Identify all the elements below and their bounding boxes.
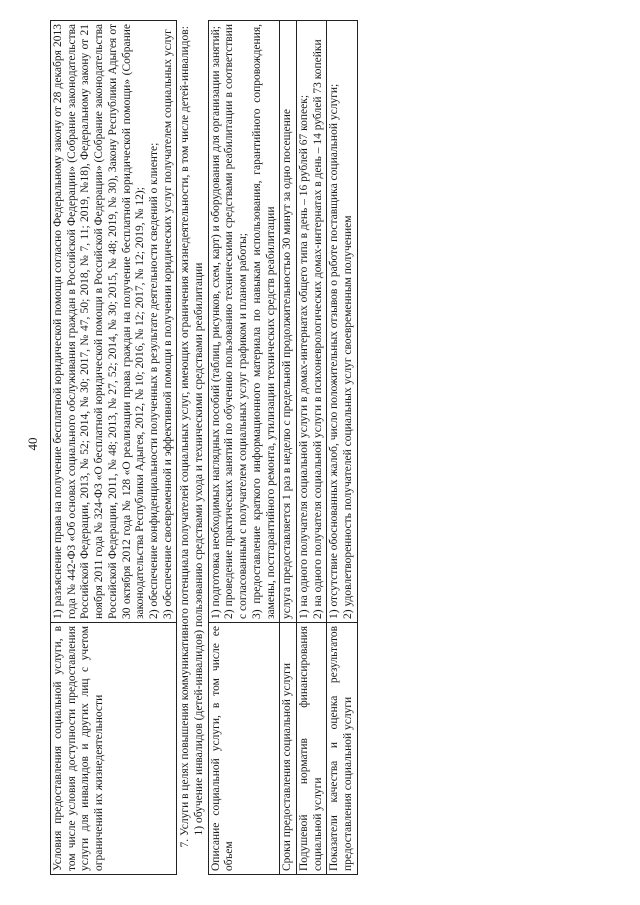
list-item: 1) отсутствие обоснованных жалоб, число положительных отзывов о работе поставщика социальной услуги; <box>328 83 341 619</box>
conditions-content <box>51 21 177 623</box>
row-label: Сроки предоставления социальной услуги <box>280 623 297 875</box>
row-content <box>208 21 280 623</box>
list-item: 3) обеспечение своевременной и эффективной помощи в получении юридических услуг получателем социальных услуг <box>161 29 174 619</box>
table-row <box>296 21 326 875</box>
rotated-page-content <box>50 24 610 875</box>
social-services-table <box>50 20 358 875</box>
section-header <box>177 21 208 875</box>
list-item: 1) разъяснение права на получение бесплатной юридической помощи согласно Федеральному закону от 28 декабря 2013 года № 442-ФЗ «Об основах социального обслуживания граждан в Российской Федерации» (Собрание законодательства Российской Федерации, 2013, № 52; 2014, № 30; 2017, № 47, 50; 2018, № 7, 11; 2019, №18), Федеральному закону от 21 ноября 2011 года № 324-ФЗ «О бесплатной юридической помощи в Российской Федерации» (Собрание законодательства Российской Федерации, 2011, № 48; 2013, № 27, 52; 2014, № 30; 2015, № 48; 2019, № 30), Закону Республики Адыгея от 30 октября 2012 года № 128 «О реализации права граждан на получение бесплатной юридической помощи» (Собрание законодательства Республики Адыгея, 2012, № 10; 2016, № 12; 2017, № 12; 2019, № 12); <box>52 24 147 619</box>
section-title: 7. Услуги в целях повышения коммуникативного потенциала получателей социальных услуг, имеющих ограничения жизнедеятельности, в том числе детей-инвалидов: <box>179 26 192 848</box>
list-item: 1) на одного получателя социальной услуги в домах-интернатах общего типа в день – 16 рублей 67 копеек; <box>297 94 310 619</box>
list-item: 2) обеспечение конфиденциальности полученных в результате деятельности сведений о клиенте; <box>147 142 160 619</box>
section-subtitle: 1) обучение инвалидов (детей-инвалидов) пользованию средствами ухода и техническими средствами реабилитации <box>193 262 206 836</box>
row-label: Подушевой норматив финансирования социальной услуги <box>296 623 326 875</box>
list-item: 2) на одного получателя социальной услуги в психоневрологических домах-интернатах в день – 14 рублей 73 копейки <box>311 39 324 619</box>
list-item: 2) удовлетворенность получателей социальных услуг своевременным получением <box>342 215 355 619</box>
row-label: Описание социальной услуги, в том числе ее объем <box>208 623 280 875</box>
list-item: услуга предоставляется 1 раз в неделю с предельной продолжительностью 30 минут за одно посещение <box>281 108 294 619</box>
table-row <box>51 21 177 875</box>
row-label: Показатели качества и оценка результатов предоставления социальной услуги <box>327 623 357 875</box>
row-content <box>296 21 326 623</box>
table-row <box>208 21 280 875</box>
page-number: 40 <box>25 437 40 451</box>
list-item: 3) предоставление краткого информационного материала по навыкам использования, гарантийного сопровождения, замены, постгарантийного ремонта, утилизации технических средств реабилитации <box>250 24 277 619</box>
conditions-label: Условия предоставления социальной услуги, в том числе условия доступности предоставления услуги для инвалидов и других лиц с учетом ограничений их жизнедеятельности <box>51 623 177 875</box>
section-header-row <box>177 21 208 875</box>
table-row <box>327 21 357 875</box>
row-content <box>327 21 357 623</box>
row-content <box>280 21 297 623</box>
list-item: 1) подготовка необходимых наглядных пособий (таблиц, рисунков, схем, карт) и оборудования для организации занятий; <box>209 26 222 619</box>
list-item: 2) проведение практических занятий по обучению пользованию техническими средствами реабилитации в соответствии с согласованным с получателем социальных услуг графиком и планом работы; <box>223 24 250 619</box>
table-row <box>280 21 297 875</box>
